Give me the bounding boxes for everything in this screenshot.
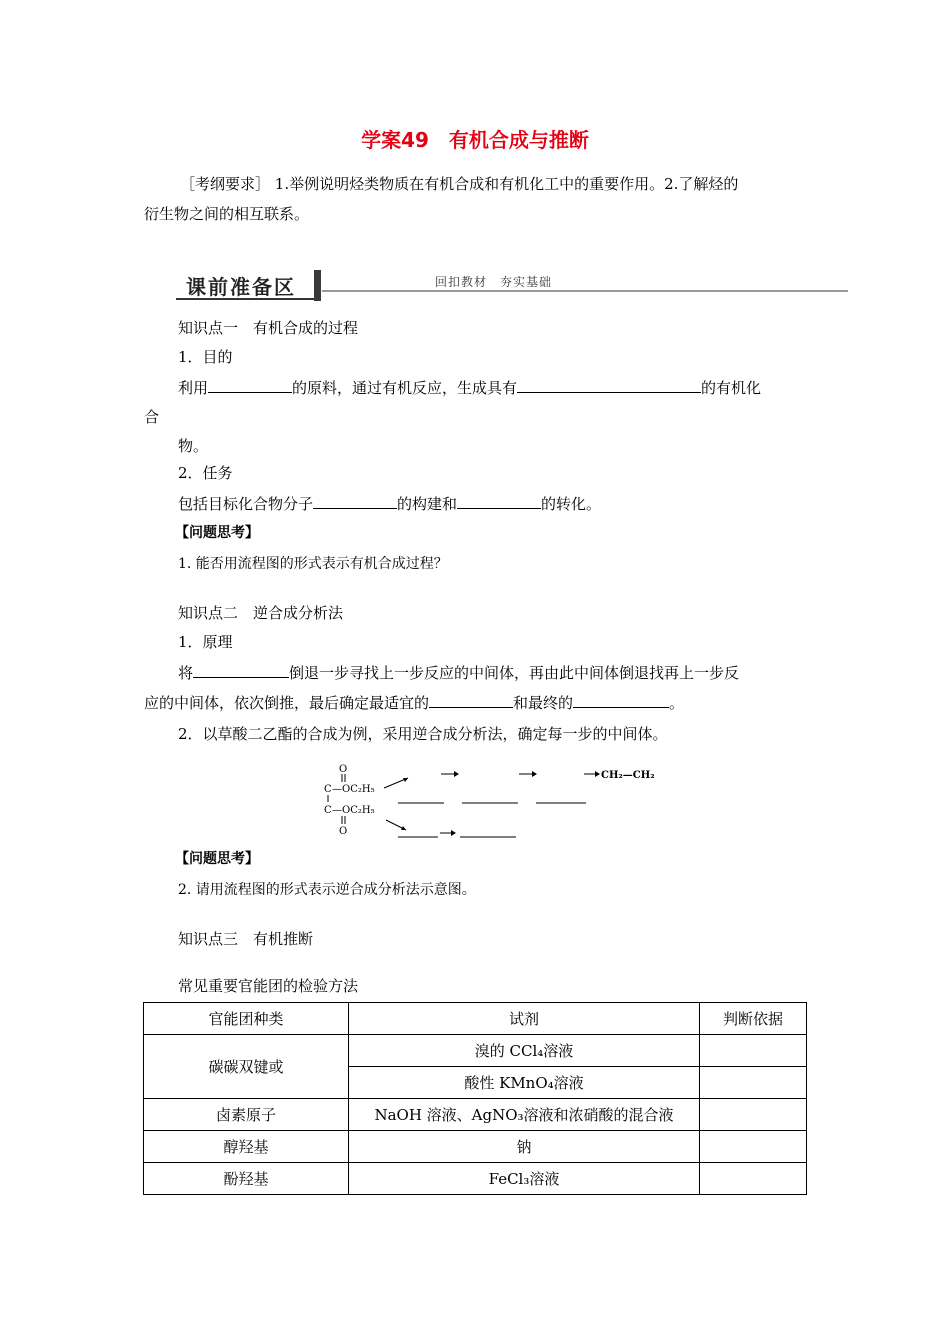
table-row: [144, 1131, 807, 1163]
cell-group: 卤素原子: [144, 1099, 349, 1131]
cell-basis[interactable]: [700, 1131, 807, 1163]
table-header-row: [144, 1003, 807, 1035]
table-row: [144, 1035, 807, 1067]
banner-subtitle: 回扣教材 夯实基础: [435, 275, 553, 289]
arrow-head: [454, 771, 459, 777]
fill-blank[interactable]: [208, 378, 292, 393]
fill-blank[interactable]: [457, 494, 541, 509]
arrow-head: [595, 771, 600, 777]
table-row: [144, 1099, 807, 1131]
carbon-top: C: [324, 784, 332, 795]
kp3-heading: 知识点三 有机推断: [178, 930, 314, 948]
cell-basis[interactable]: [700, 1035, 807, 1067]
kp2-s1-text-e: 。: [669, 694, 685, 712]
kp1-heading: 知识点一 有机合成的过程: [178, 319, 359, 337]
kp2-s1-line-2: [144, 693, 684, 713]
kp1-s2-text-b: 的构建和: [397, 495, 458, 513]
page-title: 学案49 有机合成与推断: [361, 128, 589, 152]
cell-reagent: 钠: [349, 1131, 700, 1163]
kp1-s2-line: [178, 494, 601, 514]
kp1-s2-text-c: 的转化。: [541, 495, 602, 513]
cell-group: 醇羟基: [144, 1131, 349, 1163]
ester-group-bottom: —OC₂H₅: [332, 805, 375, 816]
question-1: 1. 能否用流程图的形式表示有机合成过程？: [178, 556, 448, 572]
kp2-s2: 2．以草酸二乙酯的合成为例，采用逆合成分析法，确定每一步的中间体。: [178, 725, 668, 743]
cell-basis[interactable]: [700, 1163, 807, 1195]
cell-group: 酚羟基: [144, 1163, 349, 1195]
diagram-svg: [318, 758, 698, 842]
kp2-s1-title: 1．原理: [178, 633, 233, 651]
requirement-line-2: 衍生物之间的相互联系。: [144, 205, 310, 223]
kp1-s1-wrap-1: 合: [144, 408, 160, 426]
question-2: 2. 请用流程图的形式表示逆合成分析法示意图。: [178, 882, 476, 898]
fill-blank[interactable]: [517, 378, 701, 393]
kp1-s1-line: [178, 378, 761, 398]
kp1-s1-title: 1．目的: [178, 348, 233, 366]
cell-reagent: 酸性 KMnO₄溶液: [349, 1067, 700, 1099]
fill-blank[interactable]: [193, 663, 289, 678]
kp1-s1-text-c: 的有机化: [701, 379, 762, 397]
cell-basis[interactable]: [700, 1099, 807, 1131]
fill-blank[interactable]: [313, 494, 397, 509]
table-caption: 常见重要官能团的检验方法: [178, 977, 359, 995]
question-label-2: 【问题思考】: [175, 851, 259, 867]
oxygen-bottom: O: [339, 826, 348, 837]
ester-group-top: —OC₂H₅: [332, 784, 375, 795]
banner-divider: [314, 270, 321, 301]
oxygen-top: O: [339, 764, 348, 775]
retrosynthesis-diagram: [318, 758, 698, 842]
kp1-s1-text-a: 利用: [178, 379, 209, 397]
fill-blank[interactable]: [429, 693, 513, 708]
kp2-s1-text-b: 倒退一步寻找上一步反应的中间体，再由此中间体倒退找再上一步反: [289, 664, 740, 682]
cell-reagent: NaOH 溶液、AgNO₃溶液和浓硝酸的混合液: [349, 1099, 700, 1131]
requirement-text-1: 1.举例说明烃类物质在有机合成和有机化工中的重要作用。2.了解烃的: [274, 175, 739, 193]
kp2-s1-text-d: 和最终的: [513, 694, 574, 712]
cell-basis[interactable]: [700, 1067, 807, 1099]
kp1-s1-wrap-2: 物。: [178, 437, 209, 455]
kp1-s1-text-b: 的原料，通过有机反应，生成具有: [292, 379, 518, 397]
cell-reagent: 溴的 CCl₄溶液: [349, 1035, 700, 1067]
requirement-label: ［考纲要求］: [180, 175, 271, 193]
kp2-heading: 知识点二 逆合成分析法: [178, 604, 344, 622]
table-row: [144, 1163, 807, 1195]
arrow-head: [451, 830, 456, 836]
arrow-head: [532, 771, 537, 777]
fill-blank[interactable]: [573, 693, 669, 708]
ethylene-fragment: CH₂—CH₂: [601, 770, 655, 781]
kp2-s1-text-a: 将: [178, 664, 194, 682]
kp2-s1-text-c: 应的中间体，依次倒推，最后确定最适宜的: [144, 694, 430, 712]
cell-group: 碳碳双键或: [144, 1035, 349, 1099]
question-label-1: 【问题思考】: [175, 525, 259, 541]
cell-reagent: FeCl₃溶液: [349, 1163, 700, 1195]
kp2-s1-line: [178, 663, 739, 683]
banner-rule: [322, 290, 848, 292]
kp1-s2-title: 2．任务: [178, 464, 233, 482]
header-basis: 判断依据: [700, 1003, 807, 1035]
kp1-s2-text-a: 包括目标化合物分子: [178, 495, 314, 513]
banner-heading: 课前准备区: [186, 275, 296, 299]
header-reagent: 试剂: [349, 1003, 700, 1035]
header-group: 官能团种类: [144, 1003, 349, 1035]
requirement-line-1: [180, 174, 738, 194]
functional-group-table: [143, 1002, 807, 1195]
carbon-bottom: C: [324, 805, 332, 816]
